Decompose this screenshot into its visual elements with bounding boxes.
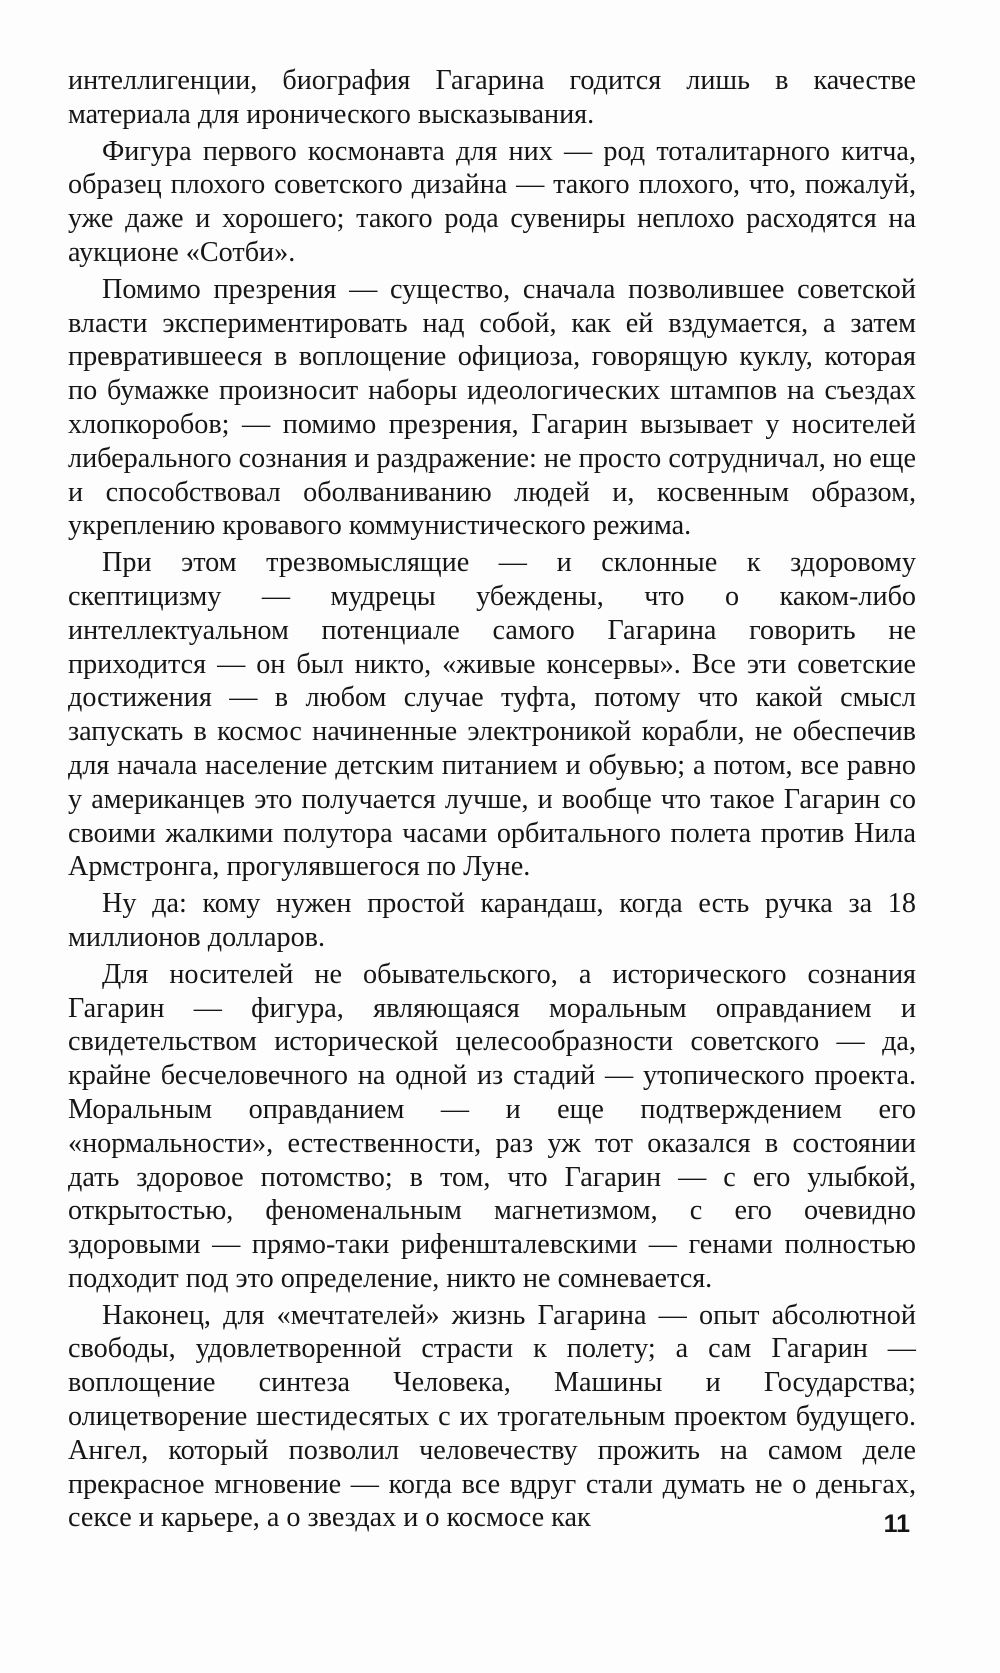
paragraph: Помимо презрения — существо, сначала позволившее советской власти экспериментировать над собой, как ей вздумается, а затем превратившееся в воплощение официоза, говорящую куклу, которая по бумажке произносит наборы идеологических штампов на съездах хлопкоробов; — помимо презрения, Гагарин вызывает у носителей либерального сознания и раздражение: не просто сотрудничал, но еще и способствовал оболваниванию людей и, косвенным образом, укреплению кровавого коммунистического режима. — [68, 273, 916, 542]
paragraph: При этом трезвомыслящие — и склонные к здоровому скептицизму — мудрецы убеждены, что о каком-либо интеллектуальном потенциале самого Гагарина говорить не приходится — он был никто, «живые консервы». Все эти советские достижения — в любом случае туфта, потому что какой смысл запускать в космос начиненные электроникой корабли, не обеспечив для начала население детским питанием и обувью; а потом, все равно у американцев это получается лучше, и вообще что такое Гагарин со своими жалкими полутора часами орбитального полета против Нила Армстронга, прогулявшегося по Луне. — [68, 547, 916, 883]
body-text — [68, 64, 916, 1535]
paragraph: Наконец, для «мечтателей» жизнь Гагарина — опыт абсолютной свободы, удовлетворенной страсти к полету; а сам Гагарин — воплощение синтеза Человека, Машины и Государства; олицетворение шестидесятых с их трогательным проектом будущего. Ангел, который позволил человечеству прожить на самом деле прекрасное мгновение — когда все вдруг стали думать не о деньгах, сексе и карьере, а о звездах и о космосе как — [68, 1299, 916, 1534]
paragraph: Фигура первого космонавта для них — род тоталитарного китча, образец плохого советского дизайна — такого плохого, что, пожалуй, уже даже и хорошего; такого рода сувениры неплохо расходятся на аукционе «Сотби». — [68, 135, 916, 268]
paragraph: Для носителей не обывательского, а исторического сознания Гагарин — фигура, являющаяся моральным оправданием и свидетельством исторической целесообразности советского — да, крайне бесчеловечного на одной из стадий — утопического проекта. Моральным оправданием — и еще подтверждением его «нормальности», естественности, раз уж тот оказался в состоянии дать здоровое потомство; в том, что Гагарин — с его улыбкой, открытостью, феноменальным магнетизмом, с его очевидно здоровыми — прямо-таки рифеншталевскими — генами полностью подходит под это определение, никто не сомневается. — [68, 958, 916, 1294]
page-number: 11 — [883, 1510, 910, 1538]
paragraph-continued: интеллигенции, биография Гагарина годится лишь в качестве материала для иронического высказывания. — [68, 65, 916, 130]
paragraph: Ну да: кому нужен простой карандаш, когда есть ручка за 18 миллионов долларов. — [68, 888, 916, 953]
